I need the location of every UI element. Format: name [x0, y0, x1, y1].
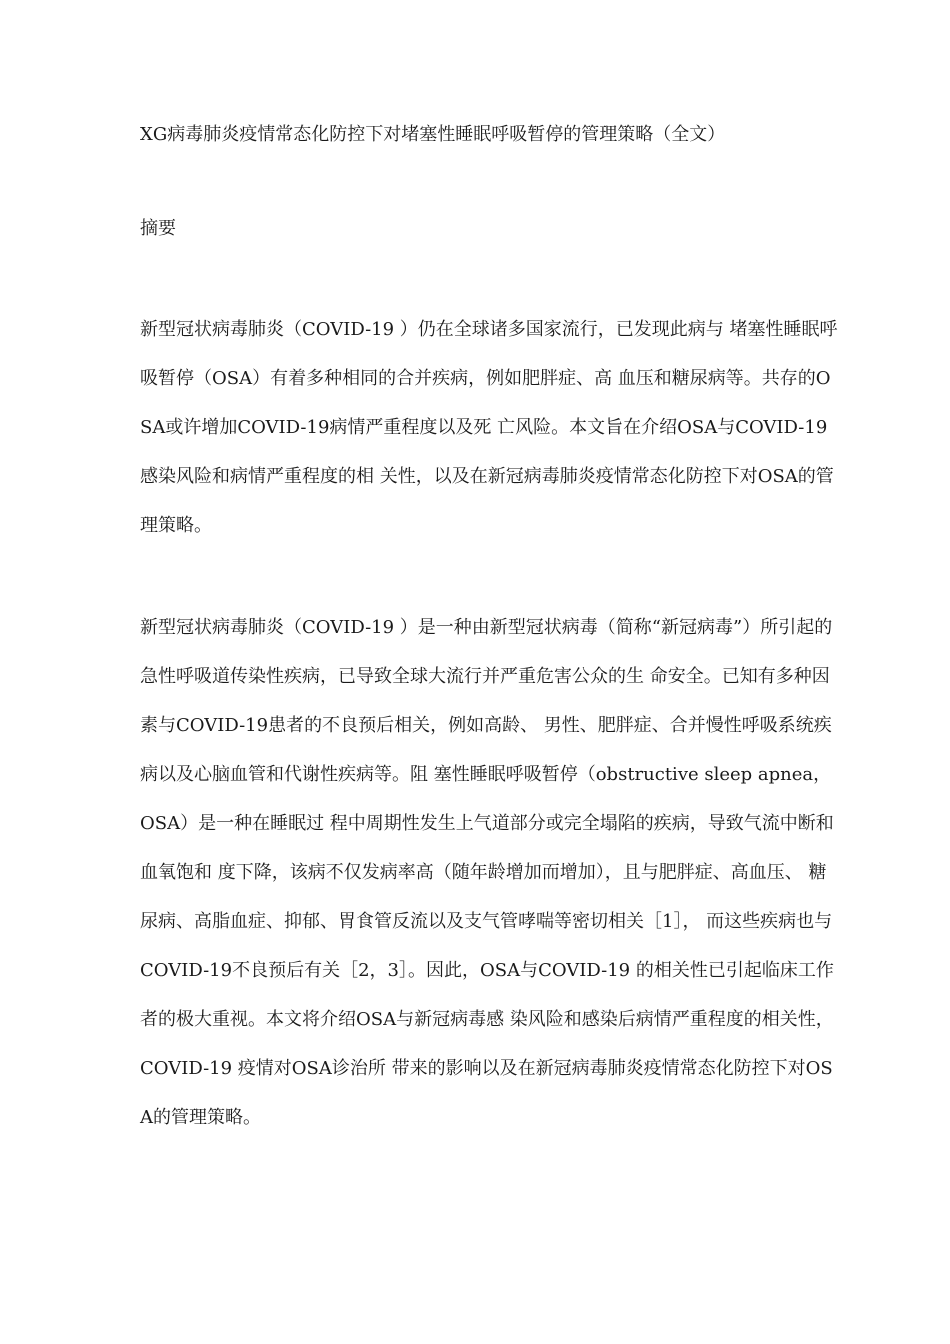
abstract-paragraph: 新型冠状病毒肺炎（COVID-19 ）仍在全球诸多国家流行，已发现此病与 堵塞性睡眠呼吸暂停（OSA）有着多种相同的合并疾病，例如肥胖症、高 血压和糖尿病等。共存的OSA或许增加COVID-19病情严重程度以及死 亡风险。本文旨在介绍OSA与COVID-19感染风险和病情严重程度的相 关性，以及在新冠病毒肺炎疫情常态化防控下对OSA的管理策略。 — [140, 319, 838, 536]
abstract-heading: 摘要 — [140, 218, 176, 239]
document-title: XG病毒肺炎疫情常态化防控下对堵塞性睡眠呼吸暂停的管理策略（全文） — [140, 124, 726, 145]
body-paragraph: 新型冠状病毒肺炎（COVID-19 ）是一种由新型冠状病毒（简称“新冠病毒”）所引起的急性呼吸道传染性疾病，已导致全球大流行并严重危害公众的生 命安全。已知有多种因素与COVID-19患者的不良预后相关，例如高龄、 男性、肥胖症、合并慢性呼吸系统疾病以及心脑血管和代谢性疾病等。阻 塞性睡眠呼吸暂停（obstructive sleep apnea，OSA）是一种在睡眠过 程中周期性发生上气道部分或完全塌陷的疾病，导致气流中断和血氧饱和 度下降，该病不仅发病率高（随年龄增加而增加），且与肥胖症、高血压、 糖尿病、高脂血症、抑郁、胃食管反流以及支气管哮喘等密切相关［1］， 而这些疾病也与COVID-19不良预后有关［2，3］。因此，OSA与COVID-19 的相关性已引起临床工作者的极大重视。本文将介绍OSA与新冠病毒感 染风险和感染后病情严重程度的相关性，COVID-19 疫情对OSA诊治所 带来的影响以及在新冠病毒肺炎疫情常态化防控下对OSA的管理策略。 — [140, 617, 834, 1128]
